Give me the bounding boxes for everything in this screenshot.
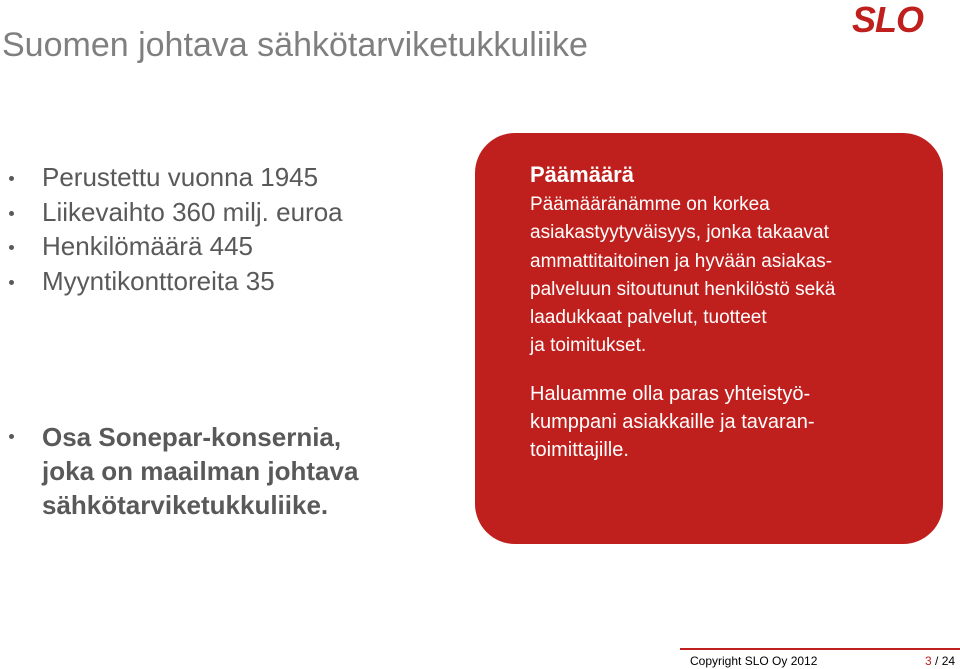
slo-logo [850, 0, 960, 38]
page-current: 3 [925, 654, 932, 668]
goal-line: ja toimitukset. [530, 335, 647, 357]
facts-list [0, 160, 343, 298]
goal-paragraph [530, 191, 923, 361]
goal-line: palveluun sitoutunut henkilöstö sekä [530, 278, 836, 300]
partner-line: Haluamme olla paras yhteistyö- [530, 382, 811, 405]
bullet-icon [9, 176, 14, 181]
bullet-icon [9, 245, 14, 250]
fact-text: Henkilömäärä 445 [42, 231, 254, 261]
goal-heading: Päämäärä [530, 162, 634, 187]
group-membership-list [0, 420, 358, 522]
fact-item [0, 264, 343, 299]
partner-paragraph [530, 380, 923, 464]
slide-title: Suomen johtava sähkötarviketukkuliike [2, 26, 588, 64]
page-total: 24 [941, 654, 956, 668]
group-membership-line: sähkötarviketukkuliike. [42, 490, 329, 520]
copyright-text: Copyright SLO Oy 2012 [690, 654, 818, 668]
page-number [925, 654, 955, 668]
fact-text: Myyntikonttoreita 35 [42, 265, 275, 296]
partner-line: kumppani asiakkaille ja tavaran- [530, 410, 815, 433]
group-membership-line: joka on maailman johtava [42, 456, 359, 486]
page-separator: / [931, 654, 942, 668]
goal-line: laadukkaat palvelut, tuotteet [530, 307, 767, 329]
group-membership-item [0, 420, 358, 522]
bullet-icon [9, 211, 14, 216]
fact-text: Liikevaihto 360 milj. euroa [42, 196, 343, 227]
goal-box [475, 133, 943, 544]
partner-line: toimittajille. [530, 438, 629, 461]
fact-text: Perustettu vuonna 1945 [42, 162, 319, 192]
bullet-icon [9, 434, 14, 439]
footer-divider [680, 648, 960, 650]
logo-text: SLO [852, 0, 924, 38]
fact-item [0, 195, 343, 230]
fact-item [0, 229, 343, 264]
fact-item [0, 160, 343, 195]
group-membership-line: Osa Sonepar-konsernia, [42, 422, 342, 452]
goal-line: Päämääränämme on korkea [530, 194, 770, 215]
goal-line: ammattitaitoinen ja hyvään asiakas- [530, 250, 833, 272]
goal-line: asiakastyytyväisyys, jonka takaavat [530, 222, 829, 244]
bullet-icon [9, 280, 14, 285]
